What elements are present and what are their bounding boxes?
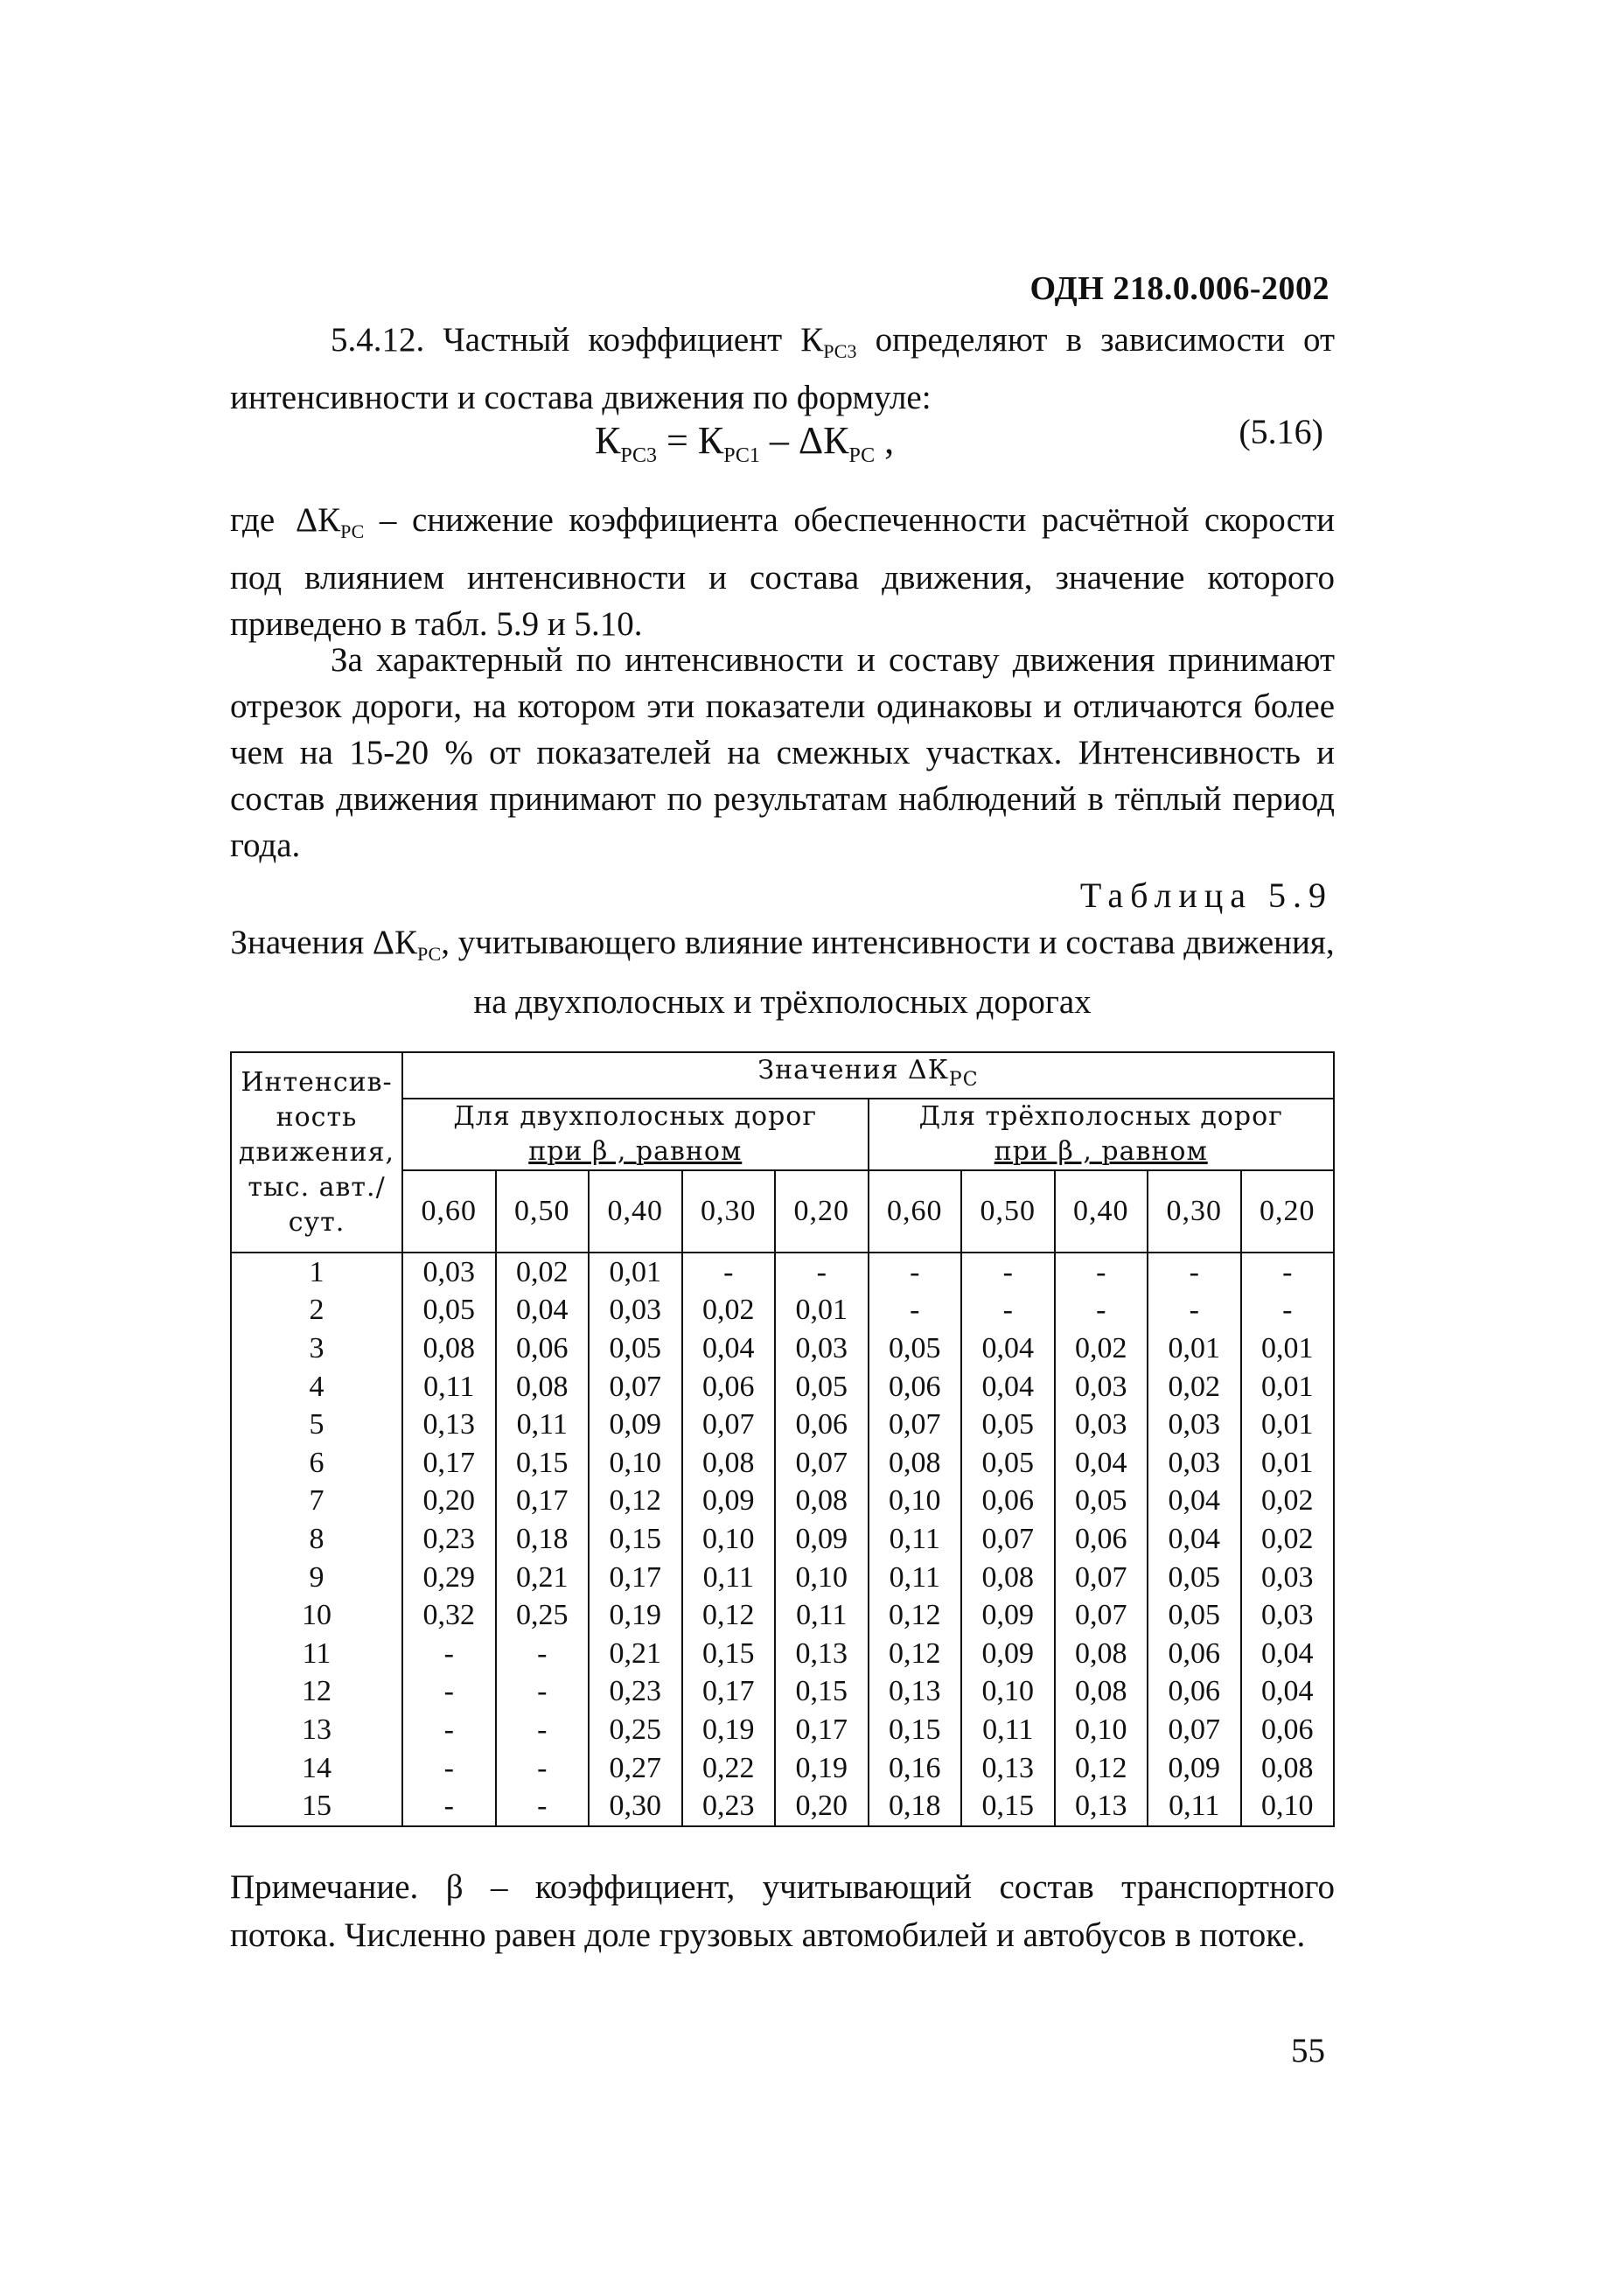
- value-cell: 0,11: [496, 1406, 590, 1444]
- value-cell: 0,11: [1148, 1787, 1241, 1826]
- value-cell: 0,07: [1055, 1559, 1148, 1597]
- value-cell: 0,07: [682, 1406, 776, 1444]
- value-cell: 0,18: [869, 1787, 962, 1826]
- value-cell: 0,27: [589, 1749, 682, 1788]
- value-cell: 0,04: [1148, 1483, 1241, 1521]
- value-cell: 0,07: [1148, 1711, 1241, 1749]
- table-row: [231, 1711, 1334, 1749]
- value-cell: 0,11: [869, 1559, 962, 1597]
- value-cell: 0,06: [1055, 1520, 1148, 1559]
- value-cell: 0,04: [496, 1292, 590, 1330]
- value-cell: -: [1148, 1253, 1241, 1292]
- value-cell: 0,06: [869, 1368, 962, 1406]
- value-cell: 0,06: [961, 1483, 1055, 1521]
- table-row: [231, 1292, 1334, 1330]
- value-cell: 0,16: [869, 1749, 962, 1788]
- value-cell: 0,08: [1055, 1635, 1148, 1673]
- value-cell: 0,15: [496, 1444, 590, 1483]
- value-cell: 0,07: [869, 1406, 962, 1444]
- value-cell: -: [1055, 1292, 1148, 1330]
- value-cell: 0,11: [402, 1368, 496, 1406]
- value-cell: 0,17: [496, 1483, 590, 1521]
- value-cell: 0,20: [402, 1483, 496, 1521]
- value-cell: 0,17: [775, 1711, 869, 1749]
- value-cell: 0,12: [869, 1635, 962, 1673]
- value-cell: 0,03: [1148, 1406, 1241, 1444]
- value-cell: 0,05: [589, 1329, 682, 1368]
- table-note: Примечание. β – коэффициент, учитывающий состав транспортного потока. Численно равен доле грузовых автомобилей и автобусов в потоке.: [230, 1868, 1335, 1954]
- intensity-cell: 15: [231, 1787, 402, 1826]
- value-cell: 0,08: [775, 1483, 869, 1521]
- beta-value-cell: 0,20: [775, 1170, 869, 1253]
- table-row: [231, 1635, 1334, 1673]
- value-cell: 0,15: [682, 1635, 776, 1673]
- value-cell: 0,11: [682, 1559, 776, 1597]
- value-cell: 0,08: [1055, 1673, 1148, 1712]
- page-number: 55: [1291, 2032, 1325, 2069]
- value-cell: 0,08: [961, 1559, 1055, 1597]
- value-cell: 0,07: [1055, 1596, 1148, 1635]
- header-three-lane: Для трёхполосных дорог при β , равном: [869, 1099, 1335, 1170]
- value-cell: 0,10: [1055, 1711, 1148, 1749]
- value-cell: 0,01: [1241, 1406, 1335, 1444]
- value-cell: -: [869, 1292, 962, 1330]
- value-cell: 0,02: [1055, 1329, 1148, 1368]
- value-cell: 0,08: [496, 1368, 590, 1406]
- value-cell: 0,03: [1241, 1559, 1335, 1597]
- value-cell: 0,01: [589, 1253, 682, 1292]
- value-cell: 0,13: [402, 1406, 496, 1444]
- value-cell: 0,17: [402, 1444, 496, 1483]
- intensity-cell: 3: [231, 1329, 402, 1368]
- value-cell: 0,10: [1241, 1787, 1335, 1826]
- value-cell: 0,07: [961, 1520, 1055, 1559]
- value-cell: 0,08: [402, 1329, 496, 1368]
- value-cell: 0,19: [589, 1596, 682, 1635]
- value-cell: 0,05: [869, 1329, 962, 1368]
- intensity-cell: 11: [231, 1635, 402, 1673]
- value-cell: 0,01: [1148, 1329, 1241, 1368]
- value-cell: -: [682, 1253, 776, 1292]
- value-cell: 0,12: [682, 1596, 776, 1635]
- table-row: [231, 1329, 1334, 1368]
- value-cell: -: [496, 1711, 590, 1749]
- value-cell: 0,09: [682, 1483, 776, 1521]
- table-row: [231, 1253, 1334, 1292]
- value-cell: 0,21: [589, 1635, 682, 1673]
- intensity-cell: 8: [231, 1520, 402, 1559]
- value-cell: 0,03: [1241, 1596, 1335, 1635]
- table-row: [231, 1596, 1334, 1635]
- value-cell: 0,10: [682, 1520, 776, 1559]
- value-cell: 0,29: [402, 1559, 496, 1597]
- value-cell: -: [496, 1749, 590, 1788]
- beta-value-cell: 0,30: [682, 1170, 776, 1253]
- value-cell: 0,22: [682, 1749, 776, 1788]
- value-cell: 0,21: [496, 1559, 590, 1597]
- beta-value-cell: 0,50: [961, 1170, 1055, 1253]
- value-cell: 0,08: [869, 1444, 962, 1483]
- value-cell: 0,13: [1055, 1787, 1148, 1826]
- value-cell: 0,11: [775, 1596, 869, 1635]
- value-cell: 0,04: [1055, 1444, 1148, 1483]
- value-cell: 0,25: [589, 1711, 682, 1749]
- value-cell: 0,09: [589, 1406, 682, 1444]
- value-cell: 0,05: [1148, 1596, 1241, 1635]
- value-cell: 0,08: [682, 1444, 776, 1483]
- value-cell: 0,04: [682, 1329, 776, 1368]
- beta-value-cell: 0,60: [869, 1170, 962, 1253]
- table-title: Значения $\Delta К_{РС}$, учитывающего влияние интенсивности и состава движения, на двухполосных и трёхполосных дорогах: [230, 924, 1335, 1021]
- value-cell: 0,09: [775, 1520, 869, 1559]
- value-cell: 0,19: [682, 1711, 776, 1749]
- value-cell: 0,04: [1148, 1520, 1241, 1559]
- intensity-cell: 5: [231, 1406, 402, 1444]
- value-cell: 0,06: [1148, 1673, 1241, 1712]
- value-cell: 0,13: [775, 1635, 869, 1673]
- table-row: [231, 1520, 1334, 1559]
- value-cell: 0,06: [1241, 1711, 1335, 1749]
- value-cell: -: [402, 1711, 496, 1749]
- beta-value-cell: 0,30: [1148, 1170, 1241, 1253]
- value-cell: 0,01: [1241, 1444, 1335, 1483]
- table-row: [231, 1787, 1334, 1826]
- value-cell: 0,09: [1148, 1749, 1241, 1788]
- value-cell: 0,02: [1148, 1368, 1241, 1406]
- beta-value-cell: 0,40: [1055, 1170, 1148, 1253]
- value-cell: 0,03: [1055, 1368, 1148, 1406]
- value-cell: 0,07: [589, 1368, 682, 1406]
- value-cell: 0,07: [775, 1444, 869, 1483]
- section-number: 5.4.12.: [331, 321, 425, 359]
- table-body: [231, 1253, 1334, 1826]
- value-cell: 0,23: [589, 1673, 682, 1712]
- value-cell: -: [402, 1673, 496, 1712]
- value-cell: 0,20: [775, 1787, 869, 1826]
- value-cell: 0,05: [402, 1292, 496, 1330]
- value-cell: 0,11: [869, 1520, 962, 1559]
- value-cell: 0,06: [1148, 1635, 1241, 1673]
- value-cell: 0,15: [869, 1711, 962, 1749]
- value-cell: 0,06: [682, 1368, 776, 1406]
- intensity-cell: 10: [231, 1596, 402, 1635]
- beta-value-cell: 0,60: [402, 1170, 496, 1253]
- value-cell: 0,11: [961, 1711, 1055, 1749]
- document-code: ОДН 218.0.006-2002: [1029, 270, 1329, 307]
- value-cell: 0,01: [1241, 1368, 1335, 1406]
- header-intensity: Интенсив-ность движения, тыс. авт./сут.: [231, 1052, 402, 1253]
- value-cell: 0,02: [496, 1253, 590, 1292]
- value-cell: 0,04: [1241, 1673, 1335, 1712]
- value-cell: -: [496, 1635, 590, 1673]
- value-cell: 0,12: [589, 1483, 682, 1521]
- intensity-cell: 2: [231, 1292, 402, 1330]
- value-cell: 0,19: [775, 1749, 869, 1788]
- intensity-cell: 4: [231, 1368, 402, 1406]
- value-cell: 0,03: [1055, 1406, 1148, 1444]
- header-values: Значения $\Delta К_{РС}$: [402, 1052, 1334, 1099]
- value-cell: -: [1055, 1253, 1148, 1292]
- table-row: [231, 1559, 1334, 1597]
- table-row: [231, 1749, 1334, 1788]
- value-cell: 0,13: [869, 1673, 962, 1712]
- value-cell: 0,05: [1055, 1483, 1148, 1521]
- value-cell: 0,04: [1241, 1635, 1335, 1673]
- value-cell: -: [496, 1787, 590, 1826]
- value-cell: 0,10: [961, 1673, 1055, 1712]
- value-cell: -: [1241, 1253, 1335, 1292]
- intensity-cell: 13: [231, 1711, 402, 1749]
- value-cell: 0,09: [961, 1596, 1055, 1635]
- value-cell: 0,03: [1148, 1444, 1241, 1483]
- table-row: [231, 1673, 1334, 1712]
- header-two-lane: Для двухполосных дорог при β , равном: [402, 1099, 869, 1170]
- value-cell: 0,01: [775, 1292, 869, 1330]
- value-cell: 0,08: [1241, 1749, 1335, 1788]
- intensity-cell: 1: [231, 1253, 402, 1292]
- value-cell: 0,10: [589, 1444, 682, 1483]
- intensity-cell: 12: [231, 1673, 402, 1712]
- section-paragraph: 5.4.12. Частный коэффициент $К_{РС3}$ определяют в зависимости от интенсивности и состава движения по формуле:: [230, 321, 1335, 416]
- intensity-cell: 9: [231, 1559, 402, 1597]
- value-cell: 0,02: [682, 1292, 776, 1330]
- value-cell: 0,30: [589, 1787, 682, 1826]
- data-table: [230, 1051, 1335, 1827]
- body-paragraph: За характерный по интенсивности и составу движения принимают отрезок дороги, на котором эти показатели одинаковы и отличаются более чем на 15-20 % от показателей на смежных участках. Интенсивность и состав движения принимают по результатам наблюдений в тёплый период года.: [230, 641, 1335, 864]
- value-cell: 0,18: [496, 1520, 590, 1559]
- value-cell: 0,12: [869, 1596, 962, 1635]
- where-paragraph: где $\Delta К_{РС}$ – снижение коэффициента обеспеченности расчётной скорости под влиянием интенсивности и состава движения, значение которого приведено в табл. 5.9 и 5.10.: [230, 501, 1335, 643]
- table-row: [231, 1483, 1334, 1521]
- value-cell: 0,23: [402, 1520, 496, 1559]
- value-cell: -: [961, 1292, 1055, 1330]
- value-cell: 0,17: [682, 1673, 776, 1712]
- value-cell: 0,05: [961, 1444, 1055, 1483]
- value-cell: 0,06: [775, 1406, 869, 1444]
- value-cell: 0,15: [589, 1520, 682, 1559]
- value-cell: 0,05: [961, 1406, 1055, 1444]
- beta-value-cell: 0,50: [496, 1170, 590, 1253]
- value-cell: 0,03: [589, 1292, 682, 1330]
- value-cell: -: [961, 1253, 1055, 1292]
- value-cell: 0,32: [402, 1596, 496, 1635]
- value-cell: 0,25: [496, 1596, 590, 1635]
- formula-number: (5.16): [1239, 412, 1323, 451]
- table-label: Таблица 5.9: [1079, 876, 1333, 915]
- value-cell: 0,03: [402, 1253, 496, 1292]
- value-cell: -: [402, 1635, 496, 1673]
- beta-value-cell: 0,20: [1241, 1170, 1335, 1253]
- value-cell: 0,23: [682, 1787, 776, 1826]
- table-row: [231, 1444, 1334, 1483]
- value-cell: 0,05: [775, 1368, 869, 1406]
- value-cell: 0,03: [775, 1329, 869, 1368]
- value-cell: 0,02: [1241, 1520, 1335, 1559]
- value-cell: 0,04: [961, 1368, 1055, 1406]
- value-cell: 0,06: [496, 1329, 590, 1368]
- value-cell: -: [1148, 1292, 1241, 1330]
- value-cell: 0,05: [1148, 1559, 1241, 1597]
- value-cell: 0,15: [961, 1787, 1055, 1826]
- value-cell: 0,04: [961, 1329, 1055, 1368]
- value-cell: 0,10: [775, 1559, 869, 1597]
- value-cell: 0,01: [1241, 1329, 1335, 1368]
- value-cell: 0,02: [1241, 1483, 1335, 1521]
- beta-value-cell: 0,40: [589, 1170, 682, 1253]
- table-row: [231, 1368, 1334, 1406]
- intensity-cell: 14: [231, 1749, 402, 1788]
- value-cell: 0,17: [589, 1559, 682, 1597]
- value-cell: 0,12: [1055, 1749, 1148, 1788]
- value-cell: 0,09: [961, 1635, 1055, 1673]
- value-cell: -: [775, 1253, 869, 1292]
- value-cell: -: [496, 1673, 590, 1712]
- value-cell: -: [1241, 1292, 1335, 1330]
- formula: $К_{РС3} = К_{РС1} - \Delta К_{РС}$ ,: [595, 419, 895, 467]
- value-cell: 0,10: [869, 1483, 962, 1521]
- intensity-cell: 7: [231, 1483, 402, 1521]
- value-cell: -: [402, 1749, 496, 1788]
- value-cell: -: [402, 1787, 496, 1826]
- table-row: [231, 1406, 1334, 1444]
- intensity-cell: 6: [231, 1444, 402, 1483]
- value-cell: 0,15: [775, 1673, 869, 1712]
- value-cell: 0,13: [961, 1749, 1055, 1788]
- value-cell: -: [869, 1253, 962, 1292]
